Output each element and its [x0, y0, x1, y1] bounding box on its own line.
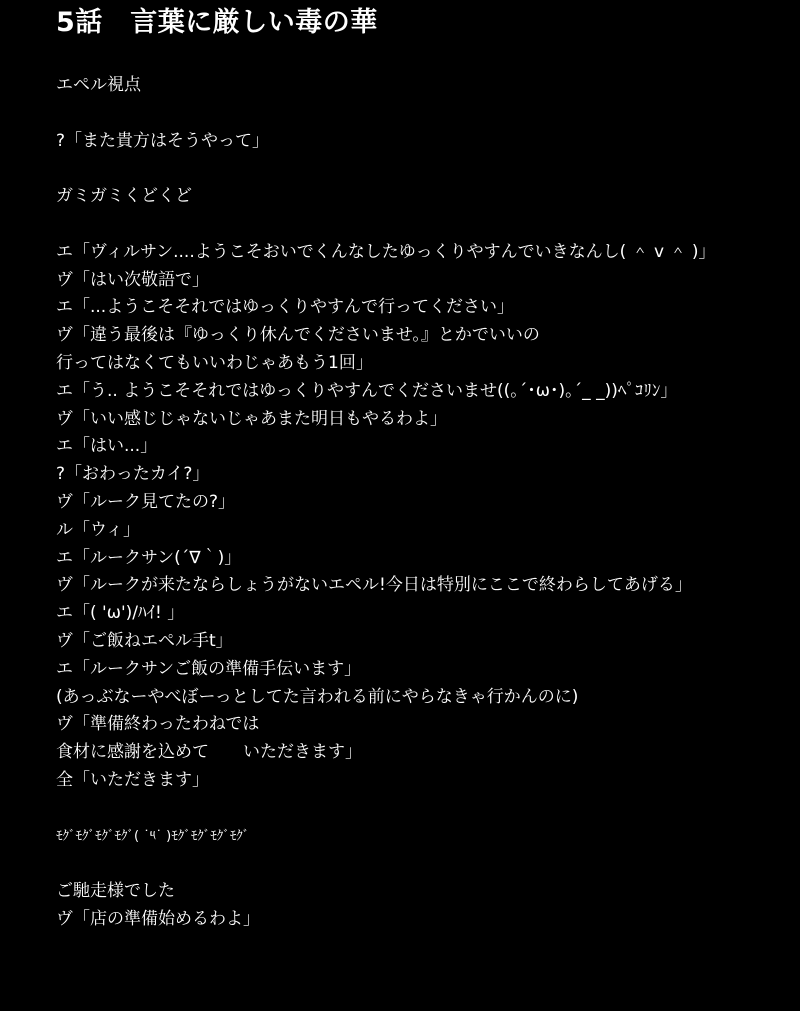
blank-line — [56, 155, 786, 183]
chapter-title: 5話 言葉に厳しい毒の華 — [56, 7, 378, 38]
text-line: 行ってはなくてもいいわじゃあもう1回」 — [56, 352, 373, 373]
text-line: ル「ウィ」 — [56, 519, 140, 540]
text-line: ご馳走様でした — [56, 881, 175, 902]
blank-line — [56, 795, 786, 823]
text-line: エ「...ようこそそれではゆっくりやすんで行ってください」 — [56, 297, 515, 318]
text-line: ヴ「ルークが来たならしょうがないエペル!今日は特別にここで終わらしてあげる」 — [56, 575, 692, 596]
text-line: ?「また貴方はそうやって」 — [56, 130, 270, 151]
text-line: (あっぶなーやべぼーっとしてた言われる前にやらなきゃ行かんのに) — [56, 686, 579, 707]
text-line: エ「ルークサン(´∇｀)」 — [56, 547, 242, 568]
blank-line — [56, 850, 786, 878]
text-line: ヴ「はい次敬語で」 — [56, 269, 209, 290]
text-line: 食材に感謝を込めて いただきます」 — [56, 742, 362, 763]
text-line: ヴ「ルーク見てたの?」 — [56, 491, 236, 512]
text-line: ヴ「違う最後は『ゆっくり休んでくださいませ。』とかでいいの — [56, 325, 540, 346]
text-line: ヴ「準備終わったわねでは — [56, 714, 260, 735]
story-body — [56, 72, 786, 934]
blank-line — [56, 100, 786, 128]
text-line: ヴ「いい感じじゃないじゃあまた明日もやるわよ」 — [56, 408, 447, 429]
text-line: エ「う.. ようこそそれではゆっくりやすんでくださいませ((｡´･ω･)｡´_ _))ﾍﾟｺﾘﾝ」 — [56, 380, 678, 401]
text-line: ヴ「店の準備始めるわよ」 — [56, 908, 260, 929]
text-line: エ「はい...」 — [56, 436, 158, 457]
text-line: ?「おわったカイ?」 — [56, 464, 210, 485]
text-line: 全「いただきます」 — [56, 769, 209, 790]
text-line: エ「ヴィルサン....ようこそおいでくんなしたゆっくりやすんでいきなんし( ＾ v ＾ )」 — [56, 241, 716, 262]
blank-line — [56, 211, 786, 239]
text-line: ガミガミくどくど — [56, 186, 192, 207]
text-line: エ「ルークサンご飯の準備手伝います」 — [56, 658, 362, 679]
text-line: エペル視点 — [56, 75, 141, 95]
text-line: ﾓｸﾞﾓｸﾞﾓｸﾞﾓｸﾞ( ˙༥˙ )ﾓｸﾞﾓｸﾞﾓｸﾞﾓｸﾞ — [56, 828, 250, 844]
text-line: ヴ「ご飯ねエペル手t」 — [56, 630, 233, 651]
text-line: エ「( 'ω')/ﾊｲ! 」 — [56, 603, 185, 624]
